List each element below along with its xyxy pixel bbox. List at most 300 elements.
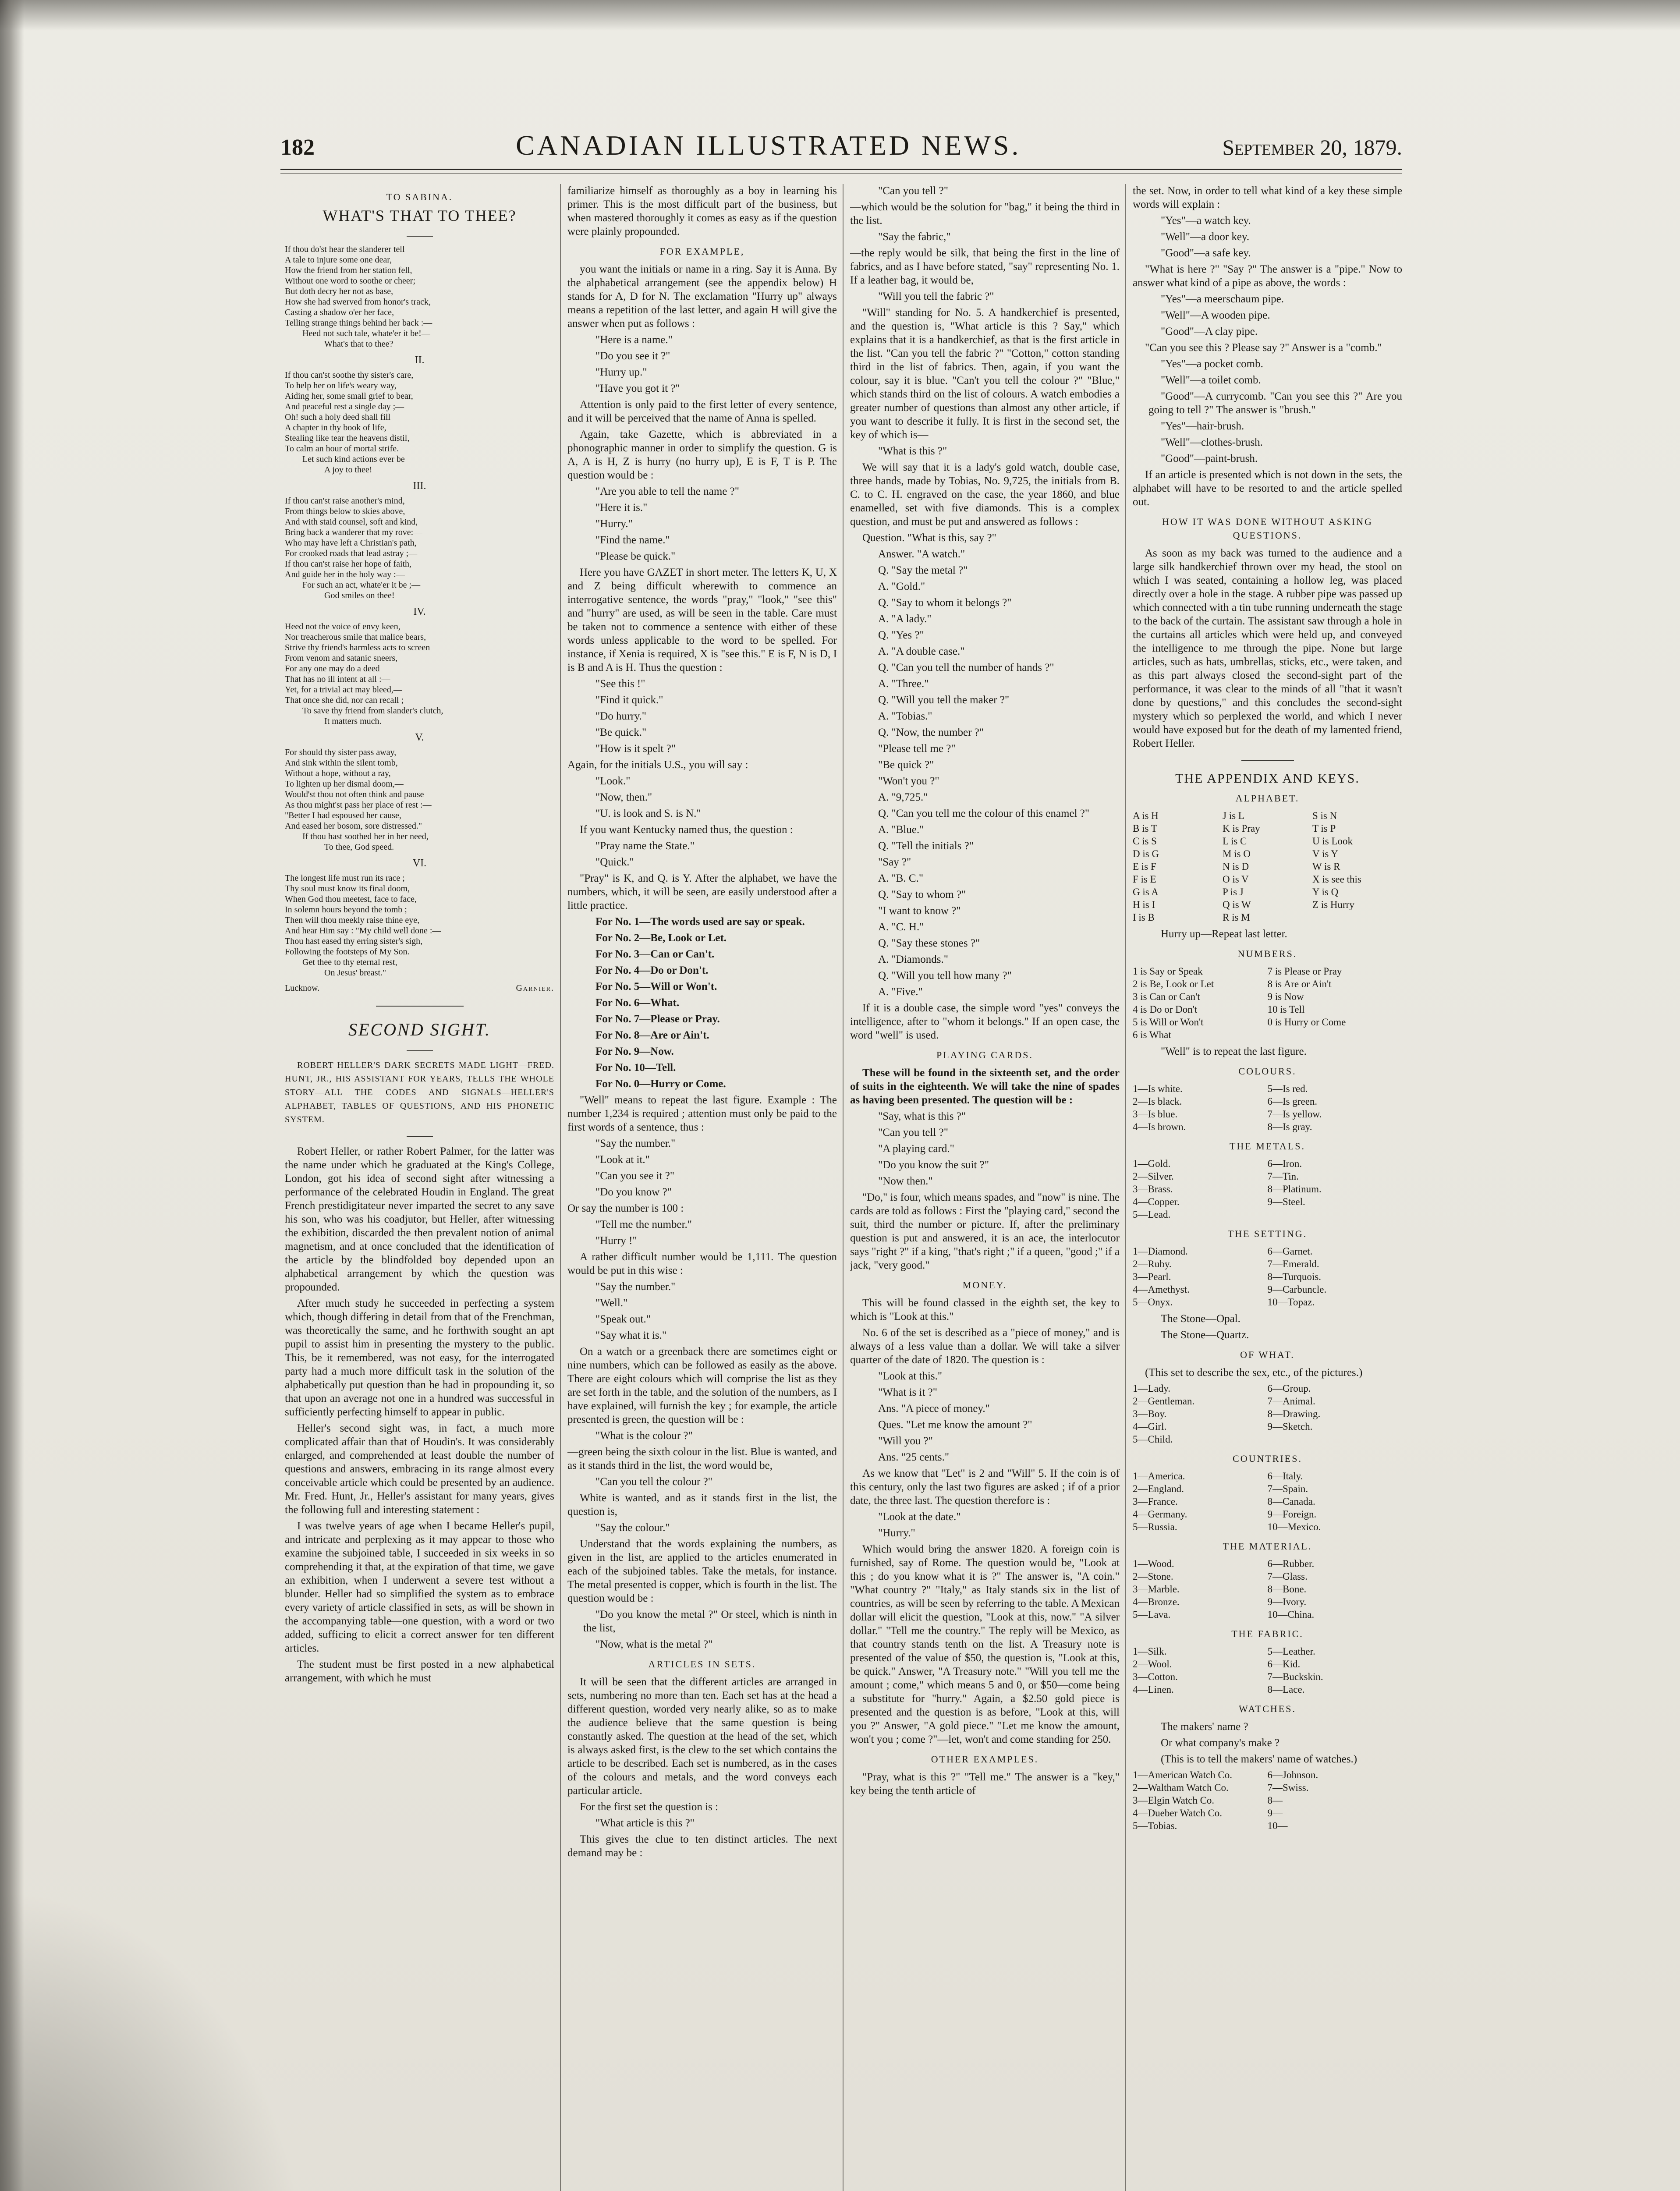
dialog-line: "Have you got it ?" <box>595 383 680 394</box>
dialog-line: Q. "Say the metal ?" <box>878 564 968 576</box>
dialog-line: "What is the colour ?" <box>595 1430 693 1442</box>
paragraph: White is wanted, and as it stands first in the list, the question is, <box>567 1492 837 1517</box>
table-cell: 10—Mexico. <box>1267 1521 1321 1532</box>
of-what-table <box>1133 1382 1402 1446</box>
dialog-line: "Good"—paint-brush. <box>1161 453 1258 464</box>
table-cell: R is M <box>1223 912 1250 923</box>
table-cell: 4—Copper. <box>1133 1196 1180 1207</box>
poem-stanza <box>285 370 554 475</box>
column-3 <box>850 184 1120 2191</box>
dialog-lines <box>850 1510 1120 1540</box>
column-1 <box>285 184 554 2191</box>
table-cell: 1—Lady. <box>1133 1383 1171 1394</box>
table-cell: K is Pray <box>1223 823 1260 834</box>
dialog-line: "Yes"—a watch key. <box>1161 215 1251 227</box>
table-cell: 2—Stone. <box>1133 1571 1173 1582</box>
paragraph: "Do," is four, which means spades, and "now" is nine. The cards are told as follows : First the "playing card," second the suit, third the number or picture. If, after the preliminary question is put and answered, it is an ace, the interlocutor says "right ?" if a king, "that's right ;" if a queen, "good ;" if a jack, "very good." <box>850 1191 1120 1271</box>
dialog-line: "Hurry." <box>595 518 633 530</box>
poem-line: The longest life must run its race ; <box>285 873 405 883</box>
table-cell: D is G <box>1133 848 1159 859</box>
section-heading: HOW IT WAS DONE WITHOUT ASKING QUESTIONS. <box>1162 516 1373 541</box>
dialog-line: "Here it is." <box>595 502 648 514</box>
poem-line: Telling strange things behind her back :— <box>285 318 432 328</box>
table-cell: 7—Emerald. <box>1267 1259 1319 1269</box>
paragraph: The student must be first posted in a new alphabetical arrangement, with which he must <box>285 1659 554 1684</box>
dialog-line: Ans. "A piece of money." <box>878 1403 990 1415</box>
dialog-line: "Can you tell the colour ?" <box>595 1476 712 1488</box>
poem-line: To thee, God speed. <box>324 842 394 852</box>
table-cell: 5—Tobias. <box>1133 1820 1177 1831</box>
dialog-line: Q. "Say to whom it belongs ?" <box>878 597 1012 609</box>
table-cell: 5—Leather. <box>1267 1646 1315 1657</box>
table-cell: 5—Lead. <box>1133 1209 1171 1220</box>
paragraph: "What is here ?" "Say ?" The answer is a "pipe." Now to answer what kind of a pipe as above, the words : <box>1133 263 1402 289</box>
table-cell: 1 is Say or Speak <box>1133 966 1203 977</box>
table-cell: 4 is Do or Don't <box>1133 1004 1198 1015</box>
poem-line: When God thou meetest, face to face, <box>285 894 417 904</box>
table-cell: P is J <box>1223 886 1244 897</box>
number-word-line: For No. 5—Will or Won't. <box>595 981 717 993</box>
table-cell: 4—Girl. <box>1133 1421 1167 1432</box>
poem-line: Casting a shadow o'er her face, <box>285 308 394 317</box>
table-cell: 5—Child. <box>1133 1434 1173 1445</box>
section-heading: OTHER EXAMPLES. <box>931 1754 1039 1765</box>
table-cell: 8—Platinum. <box>1267 1184 1322 1195</box>
dialog-line: "Hurry." <box>878 1527 915 1539</box>
poem-line: Without one word to soothe or cheer; <box>285 276 416 286</box>
poem-line: To help her on life's weary way, <box>285 381 397 390</box>
table-cell: 1—Wood. <box>1133 1558 1174 1569</box>
table-cell: 6 is What <box>1133 1029 1171 1040</box>
dialog-line: "Can you see it ?" <box>595 1170 675 1182</box>
poem-line: If thou hast soothed her in her need, <box>302 832 429 841</box>
dialog-line: "I want to know ?" <box>878 905 961 917</box>
dialog-line: "Say the fabric," <box>878 231 951 243</box>
dialog-line: Ans. "25 cents." <box>878 1451 950 1463</box>
poem-line: Who may have left a Christian's path, <box>285 538 417 548</box>
table-cell: 6—Garnet. <box>1267 1246 1313 1257</box>
table-cell: 2—Gentleman. <box>1133 1396 1195 1407</box>
table-cell: 3—France. <box>1133 1496 1178 1507</box>
dialog-line: "Look at it." <box>595 1154 650 1166</box>
column-rule <box>843 184 844 2191</box>
paragraph: "Well" means to repeat the last figure. Example : The number 1,234 is required ; attention must only be paid to the first words of a sentence, thus : <box>567 1094 837 1133</box>
dialog-line: "Yes"—a meerschaum pipe. <box>1161 293 1284 305</box>
table-heading: THE FABRIC. <box>1231 1628 1304 1639</box>
poem-line: If thou can'st soothe thy sister's care, <box>285 370 414 380</box>
paragraph: These will be found in the sixteenth set, and the order of suits in the eighteenth. We will take the nine of spades as having been presented. The question will be : <box>850 1067 1120 1106</box>
poem-line: Thou hast eased thy erring sister's sigh, <box>285 936 423 946</box>
table-cell: 1—Diamond. <box>1133 1246 1188 1257</box>
paragraph: familiarize himself as thoroughly as a boy in learning his primer. This is the most difficult part of the business, but when mastered thoroughly it comes as easy as if the question were plainly propounded. <box>567 185 837 238</box>
section-heading: MONEY. <box>962 1280 1007 1290</box>
divider <box>285 229 554 242</box>
table-cell: 6—Is green. <box>1267 1096 1318 1107</box>
number-word-line: For No. 2—Be, Look or Let. <box>595 932 727 944</box>
table-cell: 6—Rubber. <box>1267 1558 1315 1569</box>
paragraph: After much study he succeeded in perfecting a system which, though differing in detail from that of the Frenchman, was theoretically the same, and he forthwith sought an apt pupil to assist him in presenting the mystery to the public. This, be it remembered, was not easy, for the interrogated party had a much more difficult task in the solution of the alphabetically put question than he had in propounding it, so that upon an average not one in a hundred was successful in sufficiently perfecting himself to appear in public. <box>285 1298 554 1418</box>
dialog-line: "Will you ?" <box>878 1435 933 1447</box>
dialog-line: "Find the name." <box>595 534 670 546</box>
table-cell: 6—Italy. <box>1267 1471 1303 1482</box>
paragraph: A rather difficult number would be 1,111. The question would be put in this wise : <box>567 1251 837 1276</box>
table-cell: O is V <box>1223 874 1249 885</box>
table-cell: 7—Glass. <box>1267 1571 1308 1582</box>
table-cell: 9— <box>1267 1808 1283 1819</box>
table-cell <box>1268 1208 1403 1221</box>
table-heading: OF WHAT. <box>1240 1349 1295 1360</box>
divider <box>285 1043 554 1057</box>
dialog-line: "Hurry up." <box>595 366 647 378</box>
poem-line: And sink within the silent tomb, <box>285 758 398 768</box>
section-heading: FOR EXAMPLE, <box>659 246 745 257</box>
table-cell: 4—Linen. <box>1133 1684 1174 1695</box>
poem-line: Let such kind actions ever be <box>302 454 405 464</box>
dialog-line: "Well"—clothes-brush. <box>1161 436 1263 448</box>
table-cell: 8—Bone. <box>1267 1584 1307 1595</box>
dialog-line: "Now, what is the metal ?" <box>595 1638 713 1650</box>
article-col1-body <box>285 1145 554 1685</box>
poem-line: How the friend from her station fell, <box>285 266 412 275</box>
table-cell: 8— <box>1267 1795 1283 1806</box>
dialog-line: "Say the number." <box>595 1138 676 1149</box>
table-cell: 6—Johnson. <box>1267 1769 1318 1780</box>
poem-line: From things below to skies above, <box>285 507 405 516</box>
material-table <box>1133 1557 1402 1621</box>
poem-line: And peaceful rest a single day ;— <box>285 402 404 411</box>
dialog-line: A. "A lady." <box>878 613 932 625</box>
table-cell: 3—Boy. <box>1133 1408 1167 1419</box>
dialog-lines <box>1133 357 1402 465</box>
poem-line: How she had swerved from honor's track, <box>285 297 431 307</box>
poem-signature <box>285 982 554 995</box>
table-cell: 8—Is gray. <box>1267 1121 1312 1132</box>
poem-line: If thou can'st raise her hope of faith, <box>285 559 412 569</box>
dialog-line: A. "Five." <box>878 986 923 998</box>
table-cell: 9—Ivory. <box>1267 1596 1307 1607</box>
table-cell: H is I <box>1133 899 1155 910</box>
dialog-lines <box>567 485 837 563</box>
poem-line: To calm an hour of mortal strife. <box>285 444 399 454</box>
poem-line: For should thy sister pass away, <box>285 748 397 757</box>
dialog-lines <box>1133 214 1402 260</box>
torn-top-edge <box>0 0 1680 31</box>
paragraph: For the first set the question is : <box>580 1801 718 1813</box>
table-cell: X is see this <box>1312 874 1361 885</box>
poem-line: To lighten up her dismal doom,— <box>285 779 404 789</box>
paragraph: If it is a double case, the simple word "yes" conveys the intelligence, after to "whom it belongs." If an open case, the word "well" is used. <box>850 1002 1120 1041</box>
dialog-line: "A playing card." <box>878 1143 954 1155</box>
poem-line: And hear Him say : "My child well done :— <box>285 926 441 936</box>
binding-edge-shadow <box>0 0 24 2191</box>
dialog-line: The Stone—Opal. <box>1161 1313 1241 1325</box>
number-word-line: For No. 3—Can or Can't. <box>595 948 715 960</box>
dialog-line: "Do you know the metal ?" Or steel, which is ninth in the list, <box>583 1609 837 1634</box>
dialog-lines <box>567 1218 837 1248</box>
watches-table <box>1133 1769 1402 1832</box>
table-cell: 8—Turquois. <box>1267 1271 1321 1282</box>
table-cell: 7—Tin. <box>1267 1171 1299 1182</box>
table-cell: 9—Sketch. <box>1267 1421 1313 1432</box>
dialog-line: A. "Tobias." <box>878 710 932 722</box>
paragraph: If an article is presented which is not down in the sets, the alphabet will have to be resorted to and the article spelled out. <box>1133 469 1402 508</box>
dialog-line: "Say the colour." <box>595 1522 670 1534</box>
poem-stanza <box>285 621 554 727</box>
paragraph: I was twelve years of age when I became Heller's pupil, and intricate and perplexing as it may appear to those who examine the subjoined table, I succeeded in six weeks in so comprehending it that, at the expiration of that time, we gave an exhibition, when I underwent a severe test without a blunder. Heller had so simplified the system as to embrace every variety of article classified in sets, as will be shown in the accompanying table—one question, with a word or two added, sufficing to elicit a correct answer for ten different articles. <box>285 1520 554 1654</box>
page-number: 182 <box>280 135 315 160</box>
dialog-line: "Please be quick." <box>595 550 676 562</box>
poem-line: God smiles on thee! <box>324 591 395 600</box>
appendix-title: THE APPENDIX AND KEYS. <box>1175 771 1360 786</box>
dialog-line: "How is it spelt ?" <box>595 743 676 755</box>
paragraph: As soon as my back was turned to the audience and a large silk handkerchief thrown over my head, the stool on which I was seated, containing a hollow leg, was placed directly over a hole in the stage. A rubber pipe was passed up which connected with a tin tube running underneath the stage to the back of the curtain. The assistant saw through a hole in the curtains all articles which were held up, and conveyed the intelligence to me through the pipe. None but large articles, such as hats, umbrellas, sticks, etc., were taken, and as this part always closed the second-sight part of the performance, it was clear to the minds of all "that it wasn't done by questions," and this concludes the second-sight mystery which so perplexed the world, and which I never would have exposed but for the death of my lamented friend, Robert Heller. <box>1133 547 1402 749</box>
paragraph: Robert Heller, or rather Robert Palmer, for the latter was the name under which he graduated at the King's College, London, got his idea of second sight after witnessing a performance of the celebrated Houdin in England. The great French prestidigitateur never imparted the secret to any save his son, who was his coadjutor, but Heller, after witnessing the exhibition, discarded the then prevalent notion of animal magnetism, and at once concluded that the identification of the article by the blindfolded boy depended upon an alphabetical arrangement by which the question was propounded. <box>285 1145 554 1293</box>
table-note: "Well" is to repeat the last figure. <box>1161 1046 1307 1057</box>
dialog-line: "Well"—a door key. <box>1161 231 1250 243</box>
dialog-line: "Here is a name." <box>595 334 673 346</box>
dialog-line: "Say the number." <box>595 1281 676 1293</box>
table-cell: 1—Is white. <box>1133 1083 1183 1094</box>
table-cell: 9—Steel. <box>1267 1196 1305 1207</box>
table-cell: 3—Brass. <box>1133 1184 1173 1195</box>
dialog-line: "Say ?" <box>878 856 911 868</box>
table-cell: 9—Foreign. <box>1267 1509 1317 1520</box>
paragraph: No. 6 of the set is described as a "piece of money," and is always of a less value than a dollar. We will take a silver quarter of the date of 1820. The question is : <box>850 1327 1120 1366</box>
table-cell: 8—Lace. <box>1267 1684 1305 1695</box>
poem-line: From venom and satanic sneers, <box>285 653 398 663</box>
dialog-line: "See this !" <box>595 678 645 690</box>
paragraph: Understand that the words explaining the numbers, as given in the list, are applied to the articles enumerated in each of the subjoined tables. Take the metals, for instance. The metal presented is copper, which is fourth in the list. The question would be : <box>567 1538 837 1604</box>
table-cell: 1—Gold. <box>1133 1158 1171 1169</box>
dialog-line: "Good"—A currycomb. "Can you see this ?" Are you going to tell ?" The answer is "brush." <box>1148 390 1402 416</box>
number-word-line: For No. 7—Please or Pray. <box>595 1013 720 1025</box>
table-cell: 4—Is brown. <box>1133 1121 1186 1132</box>
dialog-line: A. "C. H." <box>878 921 924 933</box>
paragraph: —the reply would be silk, that being the first in the line of fabrics, and as I have before stated, "say" representing No. 1. If a leather bag, it would be, <box>850 247 1120 286</box>
table-heading: THE SETTING. <box>1227 1228 1308 1239</box>
poem-dedication: TO SABINA. <box>386 191 453 202</box>
poem-line: Yet, for a trivial act may bleed,— <box>285 685 402 695</box>
dialog-lines <box>567 677 837 755</box>
table-cell: 3—Pearl. <box>1133 1271 1171 1282</box>
table-cell: C is S <box>1133 836 1157 847</box>
poem-line: That once she did, nor can recall ; <box>285 695 404 705</box>
paragraph: This gives the clue to ten distinct articles. The next demand may be : <box>567 1833 837 1859</box>
dialog-lines <box>850 1110 1120 1188</box>
poem-line: "Better I had espoused her cause, <box>285 811 401 820</box>
poem-line: To save thy friend from slander's clutch, <box>302 706 443 716</box>
dialog-line: "Now then." <box>878 1175 933 1187</box>
poem-line: A joy to thee! <box>324 465 372 475</box>
table-cell: 4—Bronze. <box>1133 1596 1180 1607</box>
divider <box>285 999 554 1012</box>
paragraph: "Pray, what is this ?" "Tell me." The answer is a "key," key being the tenth article of <box>850 1771 1120 1797</box>
poem-line: If thou do'st hear the slanderer tell <box>285 245 405 254</box>
table-cell: 5—Onyx. <box>1133 1297 1173 1308</box>
table-heading: COLOURS. <box>1238 1066 1297 1077</box>
table-cell: 3—Marble. <box>1133 1584 1180 1595</box>
dialog-line: Ques. "Let me know the amount ?" <box>878 1419 1032 1431</box>
paragraph: Here you have GAZET in short meter. The letters K, U, X and Z being difficult wherewith to commence an interrogative sentence, the words "pray," "look," "see this" and "hurry" are used, as will be seen in the table. Care must be taken not to commence a sentence with either of these words unless applicable to the word to be spelled. For instance, if Xenia is required, X is "see this." E is F, N is D, I is B and A is H. Thus the question : <box>567 567 837 674</box>
poem-line: Bring back a wanderer that my rove:— <box>285 528 422 537</box>
poem-line: As thou might'st pass her place of rest :— <box>285 800 432 810</box>
paragraph: "Can you see this ? Please say ?" Answer is a "comb." <box>1145 342 1382 354</box>
dialog-lines <box>850 1369 1120 1464</box>
paragraph-group <box>567 262 837 330</box>
dialog-line: "Look at this." <box>878 1370 943 1382</box>
dialog-line: Q. "Will you tell how many ?" <box>878 970 1012 982</box>
article-subhead: ROBERT HELLER'S DARK SECRETS MADE LIGHT—FRED. HUNT, JR., HIS ASSISTANT FOR YEARS, TELLS THE WHOLE STORY—ALL THE CODES AND SIGNALS—HELLER'S ALPHABET, TABLES OF QUESTIONS, AND HIS PHONETIC SYSTEM. <box>285 1060 554 1124</box>
table-cell: 9 is Now <box>1267 991 1304 1002</box>
paragraph: the set. Now, in order to tell what kind of a key these simple words will explain : <box>1133 185 1402 210</box>
dialog-lines <box>567 774 837 820</box>
paragraph: Heller's second sight was, in fact, a much more complicated affair than that of Houdin's. It was considerably enlarged, and comprehended at least double the number of questions and answers, embracing in its range almost every conceivable article which could be presented by an audience. Mr. Fred. Hunt, Jr., Heller's assistant for many years, gives the following full and interesting statement : <box>285 1422 554 1516</box>
stanza-number: V. <box>415 732 424 743</box>
table-cell: 1—American Watch Co. <box>1133 1769 1233 1780</box>
question-answer-list <box>850 547 1120 999</box>
poem-line: On Jesus' breast." <box>324 968 386 978</box>
table-cell: 5—Russia. <box>1133 1521 1177 1532</box>
metals-table <box>1133 1157 1402 1221</box>
paper-title: CANADIAN ILLUSTRATED NEWS. <box>516 130 1021 161</box>
table-cell <box>1268 1433 1403 1446</box>
paragraph: If you want Kentucky named thus, the question : <box>580 824 793 836</box>
poem-line: For crooked roads that lead astray ;— <box>285 549 418 558</box>
dialog-line: "Can you tell ?" <box>878 185 948 197</box>
stanza-number: II. <box>415 355 425 366</box>
table-heading: THE METALS. <box>1229 1141 1305 1152</box>
scan-corner-shadow <box>0 1888 307 2191</box>
dialog-line: Q. "Say to whom ?" <box>878 889 966 901</box>
dialog-line: A. "B. C." <box>878 872 924 884</box>
dialog-line: "Good"—A clay pipe. <box>1161 326 1258 337</box>
dialog-line: "What is it ?" <box>878 1386 937 1398</box>
poem-line: Stealing like tear the heavens distil, <box>285 433 410 443</box>
poem-line: A chapter in thy book of life, <box>285 423 386 433</box>
poem-line: But doth decry her not as base, <box>285 287 393 296</box>
paragraph: —which would be the solution for "bag," it being the third in the list. <box>850 201 1120 227</box>
paragraph: We will say that it is a lady's gold watch, double case, three hands, made by Tobias, No. 9,725, the initials from B. C. to C. H. engraved on the case, the year 1860, and blue enamelled, set with five diamonds. This is a complex question, and must be put and answered as follows : <box>850 461 1120 528</box>
dialog-line: Q. "Yes ?" <box>878 629 924 641</box>
table-cell: I is B <box>1133 912 1155 923</box>
dialog-line: "Hurry !" <box>595 1235 637 1247</box>
number-word-line: For No. 10—Tell. <box>595 1062 676 1074</box>
number-word-line: For No. 0—Hurry or Come. <box>595 1078 726 1090</box>
table-cell: 2—Is black. <box>1133 1096 1182 1107</box>
table-cell: 7 is Please or Pray <box>1267 966 1342 977</box>
table-cell: 4—Dueber Watch Co. <box>1133 1808 1223 1819</box>
dialog-line: "Find it quick." <box>595 694 663 706</box>
poem-line: A tale to injure some one dear, <box>285 255 392 265</box>
poem-stanza <box>285 496 554 601</box>
table-cell: 1—Silk. <box>1133 1646 1167 1657</box>
dialog-line: "Yes"—hair-brush. <box>1161 420 1244 432</box>
dialog-line: "Do hurry." <box>595 710 646 722</box>
poem-line: What's that to thee? <box>324 339 393 349</box>
dialog-lines <box>1133 292 1402 338</box>
stanza-number: IV. <box>413 606 426 617</box>
dialog-line: Q. "Can you tell the number of hands ?" <box>878 662 1054 674</box>
divider <box>1133 753 1402 766</box>
poem-place: Lucknow. <box>285 983 320 993</box>
section-heading: PLAYING CARDS. <box>936 1049 1033 1060</box>
dialog-line: "Tell me the number." <box>595 1219 692 1230</box>
dialog-line: "Please tell me ?" <box>878 743 956 755</box>
paragraph: Again, take Gazette, which is abbreviated in a phonographic manner in order to simplify the question. G is A, A is H, Z is hurry (no hurry up), E is F, T is P. The question would be : <box>567 429 837 481</box>
dialog-line: A. "9,725." <box>878 791 928 803</box>
section-heading: ARTICLES IN SETS. <box>648 1659 756 1670</box>
number-word-line: For No. 8—Are or Ain't. <box>595 1029 709 1041</box>
table-cell: 0 is Hurry or Come <box>1267 1017 1346 1028</box>
table-cell: 2 is Be, Look or Let <box>1133 979 1214 989</box>
table-cell: 4—Amethyst. <box>1133 1284 1190 1295</box>
dialog-line: A. "Three." <box>878 678 929 690</box>
table-heading: WATCHES. <box>1239 1703 1296 1714</box>
table-cell: 5 is Will or Won't <box>1133 1017 1204 1028</box>
masthead-rule <box>280 169 1402 174</box>
column-2 <box>567 184 837 2191</box>
table-cell: U is Look <box>1312 836 1353 847</box>
table-cell: J is L <box>1223 810 1244 821</box>
dialog-line: "Do you see it ?" <box>595 350 670 362</box>
table-heading: NUMBERS. <box>1237 948 1297 959</box>
dialog-line: Q. "Now, the number ?" <box>878 727 984 738</box>
dialog-line: "Yes"—a pocket comb. <box>1161 358 1263 370</box>
countries-table <box>1133 1470 1402 1533</box>
poem-line: Heed not such tale, whate'er it be!— <box>302 329 430 338</box>
poem-line: Following the footsteps of My Son. <box>285 947 410 957</box>
dialog-lines <box>567 1280 837 1342</box>
paragraph: Or say the number is 100 : <box>567 1202 684 1214</box>
table-cell: 7—Is yellow. <box>1267 1109 1322 1120</box>
poem-line: Strive thy friend's harmless acts to screen <box>285 643 430 652</box>
numbers-table <box>1133 965 1402 1041</box>
dialog-line: "Do you know the suit ?" <box>878 1159 989 1171</box>
table-cell: 5—Is red. <box>1267 1083 1308 1094</box>
dialog-line: The makers' name ? <box>1161 1721 1248 1733</box>
poem-line: If thou can'st raise another's mind, <box>285 496 405 506</box>
poem-author: Garnier. <box>516 983 554 993</box>
paragraph: It will be seen that the different articles are arranged in sets, numbering no more than ten. Each set has at the head a different question, worded very nearly alike, so as to make the audience believe that the same question is being constantly asked. The question at the head of the set, which is always asked first, is the clew to the set which contains the article to be described. Each set is numbered, as in the cases of the colours and metals, and the word conveys each particular article. <box>567 1676 837 1797</box>
dialog-line: "Good"—a safe key. <box>1161 247 1251 259</box>
dialog-line: A. "Gold." <box>878 581 925 592</box>
table-cell: W is R <box>1312 861 1340 872</box>
dialog-line: "Will you tell the fabric ?" <box>878 291 994 302</box>
table-cell: B is T <box>1133 823 1157 834</box>
table-cell: T is P <box>1312 823 1336 834</box>
table-cell: 8 is Are or Ain't <box>1267 979 1332 989</box>
number-word-line: For No. 4—Do or Don't. <box>595 964 709 976</box>
paragraph: "Will" standing for No. 5. A handkerchief is presented, and the question is, "What article is this ? Say," which explains that it is a handkerchief, as that is the first article in the list. "Can you tell the fabric ?" "Cotton," cotton standing third in the list of fabrics. Then, again, if you want the colour, say it is blue. "Can't you tell the colour ?" "Blue," which stands third on the list of colours. A watch embodies a greater number of questions than almost any other article, if you want to describe it fully. It is first in the second set, the key of which is— <box>850 307 1120 441</box>
table-cell: 8—Drawing. <box>1267 1408 1321 1419</box>
table-cell <box>1312 911 1402 924</box>
number-word-list <box>567 915 837 1091</box>
table-cell: 2—Silver. <box>1133 1171 1174 1182</box>
dialog-line: "Well"—a toilet comb. <box>1161 374 1261 386</box>
poem-line: Without a hope, without a ray, <box>285 769 391 778</box>
poem-stanza <box>285 244 554 349</box>
table-cell: 1—America. <box>1133 1471 1185 1482</box>
table-cell: N is D <box>1223 861 1249 872</box>
alphabet-table <box>1133 809 1402 924</box>
dialog-line: "Well"—A wooden pipe. <box>1161 309 1270 321</box>
table-cell: 6—Iron. <box>1267 1158 1302 1169</box>
poem-stanza <box>285 747 554 852</box>
poem-line: Nor treacherous smile that malice bears, <box>285 632 426 642</box>
column-rule <box>1125 184 1126 2191</box>
table-cell: 5—Lava. <box>1133 1609 1171 1620</box>
setting-table <box>1133 1245 1402 1308</box>
